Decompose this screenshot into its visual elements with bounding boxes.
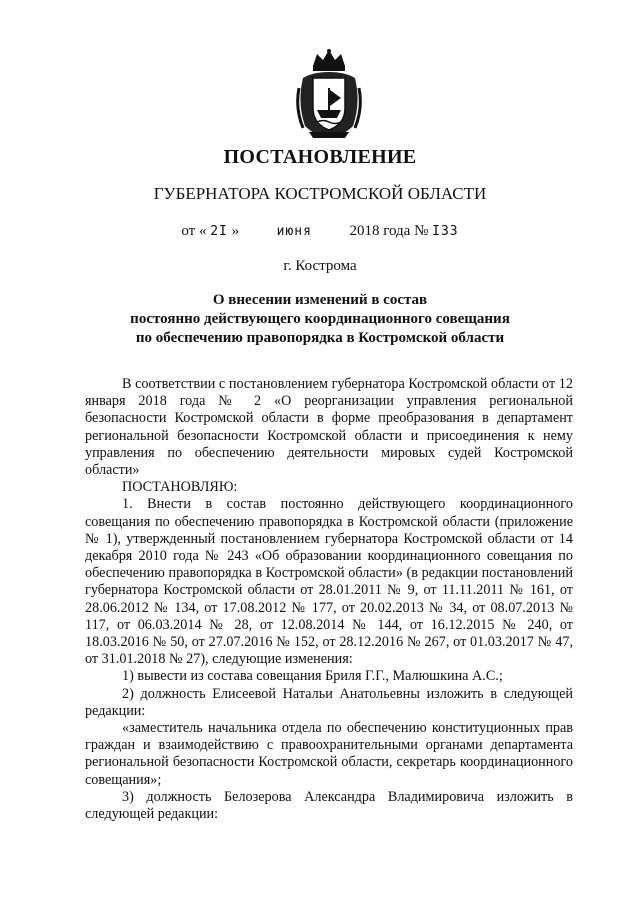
- paragraph-subitem-2: 2) должность Елисеевой Натальи Анатольевны изложить в следующей редакции:: [85, 685, 573, 719]
- date-year: 2018 года №: [349, 223, 429, 239]
- paragraph-subitem-3: 3) должность Белозерова Александра Владимировича изложить в следующей редакции:: [85, 788, 573, 823]
- paragraph-resolve: ПОСТАНОВЛЯЮ:: [122, 479, 238, 496]
- document-type-title: ПОСТАНОВЛЕНИЕ: [223, 146, 417, 168]
- coat-of-arms-icon: [295, 48, 363, 140]
- subject-line: по обеспечению правопорядка в Костромской области: [135, 330, 505, 346]
- date-month: июня: [276, 224, 312, 239]
- paragraph-item-1: 1. Внести в состав постоянно действующего координационного совещания по обеспечению правопорядка в Костромской области (приложение № 1), утвержденный постановлением губернатора Костромской области от 14 декабря 2010 года № 243 «Об образовании координационного совещания по обеспечению правопорядка в Костромской области» (в редакции постановлений губернатора Костромской области от 28.01.2011 № 9, от 11.11.2011 № 161, от 28.06.2012 № 134, от 17.08.2012 № 177, от 20.02.2013 № 34, от 08.07.2013 № 117, от 06.03.2014 № 28, от 12.08.2014 № 144, от 16.12.2015 № 240, от 18.03.2016 № 50, от 27.07.2016 № 152, от 28.12.2016 № 267, от 01.03.2017 № 47, от 31.01.2018 № 27), следующие изменения:: [85, 496, 573, 668]
- issuer-title: ГУБЕРНАТОРА КОСТРОМСКОЙ ОБЛАСТИ: [153, 184, 487, 203]
- document-subject: [0, 291, 640, 348]
- subject-line: О внесении изменений в состав: [212, 292, 428, 308]
- city-line: г. Кострома: [283, 258, 357, 274]
- paragraph-quote: «заместитель начальника отдела по обеспечению конституционных прав граждан и взаимодействию с правоохранительными органами департамента региональной безопасности Костромской области, секретарь координационного совещания»;: [85, 720, 573, 788]
- date-prefix: от «: [181, 223, 207, 239]
- paragraph-preamble: В соответствии с постановлением губернатора Костромской области от 12 января 2018 года № 2 «О реорганизации управления региональной безопасности Костромской области в форме преобразования в департамент региональной безопасности Костромской области и присоединения к нему управления по обеспечению деятельности мировых судей Костромской области»: [85, 376, 573, 479]
- date-day-suffix: »: [231, 223, 240, 239]
- document-body: [85, 376, 573, 823]
- date-and-number-line: [0, 223, 640, 240]
- date-day: 2I: [210, 224, 228, 239]
- subject-line: постоянно действующего координационного совещания: [130, 311, 510, 327]
- document-number: I33: [432, 224, 459, 239]
- paragraph-subitem-1: 1) вывести из состава совещания Бриля Г.Г., Малюшкина А.С.;: [122, 668, 503, 685]
